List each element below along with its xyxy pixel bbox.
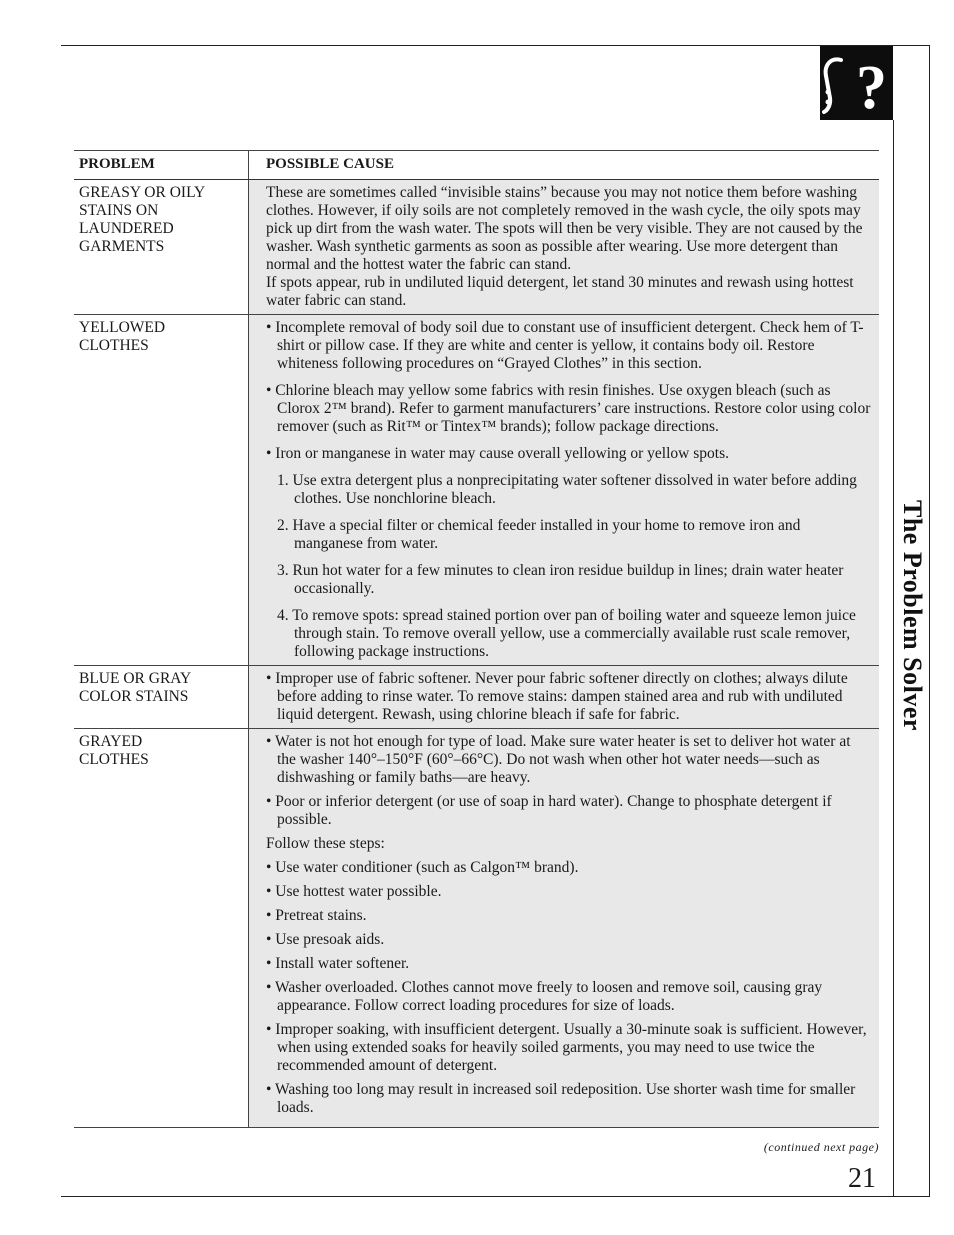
bullet-item: • Incomplete removal of body soil due to constant use of insufficient detergent. Check hem of T-shirt or pillow case. If they are white and center is yellow, it contains body oil. Restore whiteness following procedures on “Grayed Clothes” in this section.	[266, 319, 864, 372]
right-rule	[929, 45, 930, 1197]
cause-cell	[249, 315, 879, 665]
bullet-item: • Install water softener.	[266, 955, 410, 972]
bullet-item: • Chlorine bleach may yellow some fabrics with resin finishes. Use oxygen bleach (such as Clorox 2™ brand). Refer to garment manufacturers’ care instructions. Restore color using color remover (such as Rit™ or Tintex™ brands); follow package directions.	[266, 382, 871, 435]
problem-line: GREASY OR OILY	[79, 184, 206, 201]
problem-cell	[74, 666, 249, 728]
problem-cell	[74, 315, 249, 665]
continued-note: (continued next page)	[763, 1140, 879, 1154]
bullet-item: • Iron or manganese in water may cause overall yellowing or yellow spots.	[266, 445, 729, 462]
problem-line: GARMENTS	[79, 238, 165, 255]
numbered-step: 3. Run hot water for a few minutes to clean iron residue buildup in lines; drain water heater occasionally.	[277, 562, 844, 597]
problem-line: LAUNDERED	[79, 220, 174, 237]
bullet-item: • Improper soaking, with insufficient detergent. Usually a 30-minute soak is sufficient. However, when using extended soaks for heavily soiled garments, you may need to use twice the recommended amount of detergent.	[266, 1021, 867, 1074]
table-row	[74, 666, 879, 729]
numbered-step: 4. To remove spots: spread stained portion over pan of boiling water and squeeze lemon juice through stain. To remove overall yellow, use a commercially available rust scale remover, following package instructions.	[277, 607, 856, 660]
cause-cell	[249, 180, 879, 314]
problem-cell	[74, 180, 249, 314]
numbered-step: 1. Use extra detergent plus a nonprecipitating water softener dissolved in water before adding clothes. Use nonchlorine bleach.	[277, 472, 857, 507]
table-row	[74, 315, 879, 666]
problem-line: GRAYED	[79, 733, 143, 750]
bullet-item: • Use hottest water possible.	[266, 883, 442, 900]
numbered-step: 2. Have a special filter or chemical feeder installed in your home to remove iron and manganese from water.	[277, 517, 801, 552]
bullet-item: • Improper use of fabric softener. Never pour fabric softener directly on clothes; always dilute before adding to rinse water. To remove stains: dampen stained area and rub with undiluted liquid detergent. Rewash, using chlorine bleach if safe for fabric.	[266, 670, 848, 723]
problem-line: CLOTHES	[79, 337, 149, 354]
question-mark-icon	[820, 46, 893, 120]
header-problem: PROBLEM	[74, 151, 249, 179]
bullet-item: • Washing too long may result in increased soil redeposition. Use shorter wash time for smaller loads.	[266, 1081, 856, 1116]
bottom-rule	[61, 1196, 930, 1197]
inner-rule	[893, 120, 894, 1197]
table-row	[74, 729, 879, 1128]
problem-line: BLUE OR GRAY	[79, 670, 192, 687]
cause-cell	[249, 666, 879, 728]
paragraph: These are sometimes called “invisible stains” because you may not notice them before washing clothes. However, if oily soils are not completely removed in the wash cycle, the oily spots may pick up dirt from the wash water. The spots will then be very visible. They are not caused by the washer. Wash synthetic garments as soon as possible after wearing. Use more detergent than normal and the hottest water the fabric can stand.	[266, 184, 863, 273]
table-header	[74, 150, 879, 180]
page-number: 21	[848, 1163, 876, 1194]
top-rule	[61, 45, 930, 46]
problem-line: YELLOWED	[79, 319, 166, 336]
cause-cell	[249, 729, 879, 1127]
paragraph: Follow these steps:	[266, 835, 385, 852]
svg-text:?: ?	[856, 54, 887, 120]
paragraph: If spots appear, rub in undiluted liquid detergent, let stand 30 minutes and rewash using hottest water fabric can stand.	[266, 274, 854, 309]
bullet-item: • Use presoak aids.	[266, 931, 385, 948]
problem-line: COLOR STAINS	[79, 688, 189, 705]
bullet-item: • Washer overloaded. Clothes cannot move freely to loosen and remove soil, causing gray appearance. Follow correct loading procedures for size of loads.	[266, 979, 823, 1014]
bullet-item: • Pretreat stains.	[266, 907, 367, 924]
table-row	[74, 180, 879, 315]
problem-line: STAINS ON	[79, 202, 159, 219]
header-cause: POSSIBLE CAUSE	[249, 151, 879, 179]
bullet-item: • Water is not hot enough for type of load. Make sure water heater is set to deliver hot water at the washer 140°–150°F (60°–66°C). Do not wash when other hot water needs—such as dishwashing or family baths—are heavy.	[266, 733, 851, 786]
bullet-item: • Poor or inferior detergent (or use of soap in hard water). Change to phosphate detergent if possible.	[266, 793, 832, 828]
bullet-item: • Use water conditioner (such as Calgon™ brand).	[266, 859, 579, 876]
problem-table	[74, 150, 879, 1128]
section-title: The Problem Solver	[898, 500, 927, 731]
problem-line: CLOTHES	[79, 751, 149, 768]
problem-cell	[74, 729, 249, 1127]
